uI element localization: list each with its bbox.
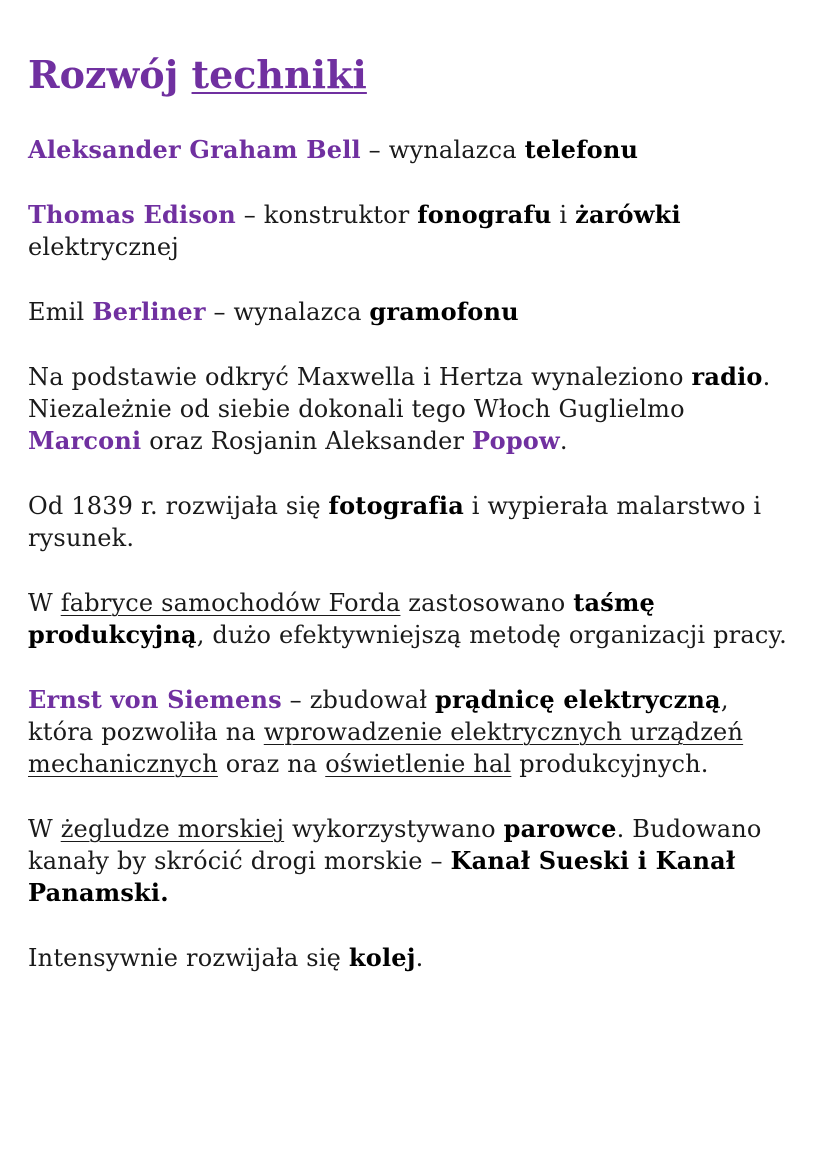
inventor-name: Popow [472,426,560,455]
text-span: . Niezależnie od siebie dokonali tego Włoch Guglielmo [28,363,771,423]
text-span: wykorzystywano [284,815,504,843]
invention-term: radio [691,362,763,391]
invention-term: Kanał Sueski i Kanał Panamski. [28,846,736,907]
paragraph-edison [28,199,800,263]
underlined-phrase: wprowadzenie elektrycznych urządzeń mechanicznych [28,718,744,778]
text-span: – konstruktor [235,201,418,229]
text-span: oraz Rosjanin Aleksander [141,427,473,455]
text-span: , która pozwoliła na [28,686,729,746]
text-span: W [28,589,61,617]
underlined-phrase: oświetlenie hal [325,750,512,778]
invention-term: gramofonu [369,297,519,326]
text-span: Intensywnie rozwijała się [28,944,349,972]
text-span: , dużo efektywniejszą metodę organizacji pracy. [196,621,787,649]
title-word-1: Rozwój [28,52,179,97]
text-span: . Budowano kanały by skrócić drogi morskie – [28,815,762,875]
paragraph-radio [28,361,800,457]
inventor-name: Ernst von Siemens [28,685,282,714]
underlined-phrase: fabryce samochodów Forda [60,589,401,617]
text-span: zastosowano [400,589,574,617]
paragraph-railway [28,942,800,974]
text-span: W [28,815,61,843]
inventor-name: Thomas Edison [28,200,236,229]
invention-term: parowce [503,814,617,843]
text-span: produkcyjnych. [511,750,709,778]
text-span: Na podstawie odkryć Maxwella i Hertza wynaleziono [28,363,692,391]
inventor-name: Berliner [92,297,206,326]
invention-term: telefonu [524,135,639,164]
text-span: Od 1839 r. rozwijała się [28,492,329,520]
paragraph-berliner [28,296,800,328]
invention-term: kolej [348,943,416,972]
text-span: . [559,427,568,455]
invention-term: fonografu [417,200,552,229]
text-span: – wynalazca [205,298,370,326]
invention-term: taśmę produkcyjną [28,588,656,649]
text-span: i [551,201,576,229]
page-title [28,52,800,98]
text-span: oraz na [217,750,326,778]
paragraph-shipping [28,813,800,909]
paragraph-ford [28,587,800,651]
underlined-phrase: żegludze morskiej [60,815,285,843]
inventor-name: Marconi [28,426,142,455]
title-word-2: techniki [191,52,367,97]
paragraph-siemens [28,684,800,780]
invention-term: fotografia [328,491,464,520]
text-span: . [415,944,424,972]
text-span: Emil [28,298,93,326]
paragraph-photography [28,490,800,554]
text-span: – zbudował [281,686,436,714]
text-span: i wypierała malarstwo i rysunek. [28,492,762,552]
inventor-name: Aleksander Graham Bell [28,135,361,164]
text-span: elektrycznej [28,233,179,261]
text-span: – wynalazca [360,136,525,164]
paragraph-bell [28,134,800,166]
invention-term: żarówki [575,200,681,229]
invention-term: prądnicę elektryczną [435,685,721,714]
